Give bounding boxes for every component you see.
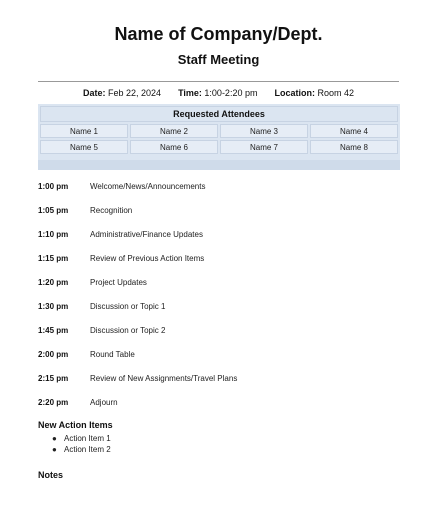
bullet-icon: ●: [52, 445, 57, 454]
company-title: Name of Company/Dept.: [114, 24, 323, 44]
attendees-header: Requested Attendees: [40, 106, 398, 122]
action-item: [52, 433, 111, 444]
location-label: Location:: [274, 88, 315, 98]
agenda-item: Review of Previous Action Items: [90, 254, 205, 263]
date-value: Feb 22, 2024: [107, 88, 162, 98]
attendees-footer-bar: [38, 160, 400, 170]
agenda-row: [38, 278, 398, 302]
agenda-row: [38, 182, 398, 206]
agenda-row: [38, 398, 398, 422]
agenda-row: [38, 302, 398, 326]
action-items-heading: New Action Items: [38, 420, 113, 430]
agenda-item: Adjourn: [90, 398, 118, 407]
action-item-text: Action Item 1: [64, 434, 111, 443]
attendee-cell: Name 8: [310, 140, 398, 154]
agenda-row: [38, 326, 398, 350]
attendee-cell: Name 3: [220, 124, 308, 138]
date-label: Date:: [82, 88, 106, 98]
attendee-cell: Name 5: [40, 140, 128, 154]
divider-line: [38, 81, 399, 82]
agenda-row: [38, 350, 398, 374]
agenda-item: Recognition: [90, 206, 133, 215]
agenda-item: Administrative/Finance Updates: [90, 230, 203, 239]
agenda-time: 1:30 pm: [38, 302, 69, 311]
agenda-time: 1:20 pm: [38, 278, 69, 287]
agenda-item: Review of New Assignments/Travel Plans: [90, 374, 238, 383]
agenda-item: Discussion or Topic 1: [90, 302, 166, 311]
notes-heading: Notes: [38, 470, 64, 480]
agenda-time: 1:15 pm: [38, 254, 69, 263]
agenda-time: 2:20 pm: [38, 398, 69, 407]
agenda-time: 1:05 pm: [38, 206, 69, 215]
action-item: [52, 444, 111, 455]
agenda-item: Project Updates: [90, 278, 147, 287]
agenda-time: 1:45 pm: [38, 326, 69, 335]
meeting-title: Staff Meeting: [177, 52, 260, 67]
time-value: 1:00-2:20 pm: [204, 88, 258, 98]
attendees-table: [38, 104, 400, 170]
action-items-list: [52, 433, 111, 455]
agenda-item: Discussion or Topic 2: [90, 326, 166, 335]
bullet-icon: ●: [52, 434, 57, 443]
attendee-cell: Name 6: [130, 140, 218, 154]
attendee-cell: Name 2: [130, 124, 218, 138]
agenda-row: [38, 206, 398, 230]
agenda-time: 2:00 pm: [38, 350, 69, 359]
agenda-row: [38, 230, 398, 254]
agenda-time: 2:15 pm: [38, 374, 69, 383]
agenda-item: Welcome/News/Announcements: [90, 182, 206, 191]
agenda-item: Round Table: [90, 350, 135, 359]
attendee-cell: Name 4: [310, 124, 398, 138]
agenda-time: 1:10 pm: [38, 230, 69, 239]
attendees-grid: [40, 124, 398, 154]
agenda-row: [38, 254, 398, 278]
action-item-text: Action Item 2: [64, 445, 111, 454]
agenda-row: [38, 374, 398, 398]
agenda-list: [38, 182, 398, 422]
location-value: Room 42: [317, 88, 355, 98]
time-label: Time:: [178, 88, 202, 98]
agenda-time: 1:00 pm: [38, 182, 69, 191]
attendee-cell: Name 7: [220, 140, 308, 154]
attendee-cell: Name 1: [40, 124, 128, 138]
meeting-info-line: [38, 88, 399, 98]
